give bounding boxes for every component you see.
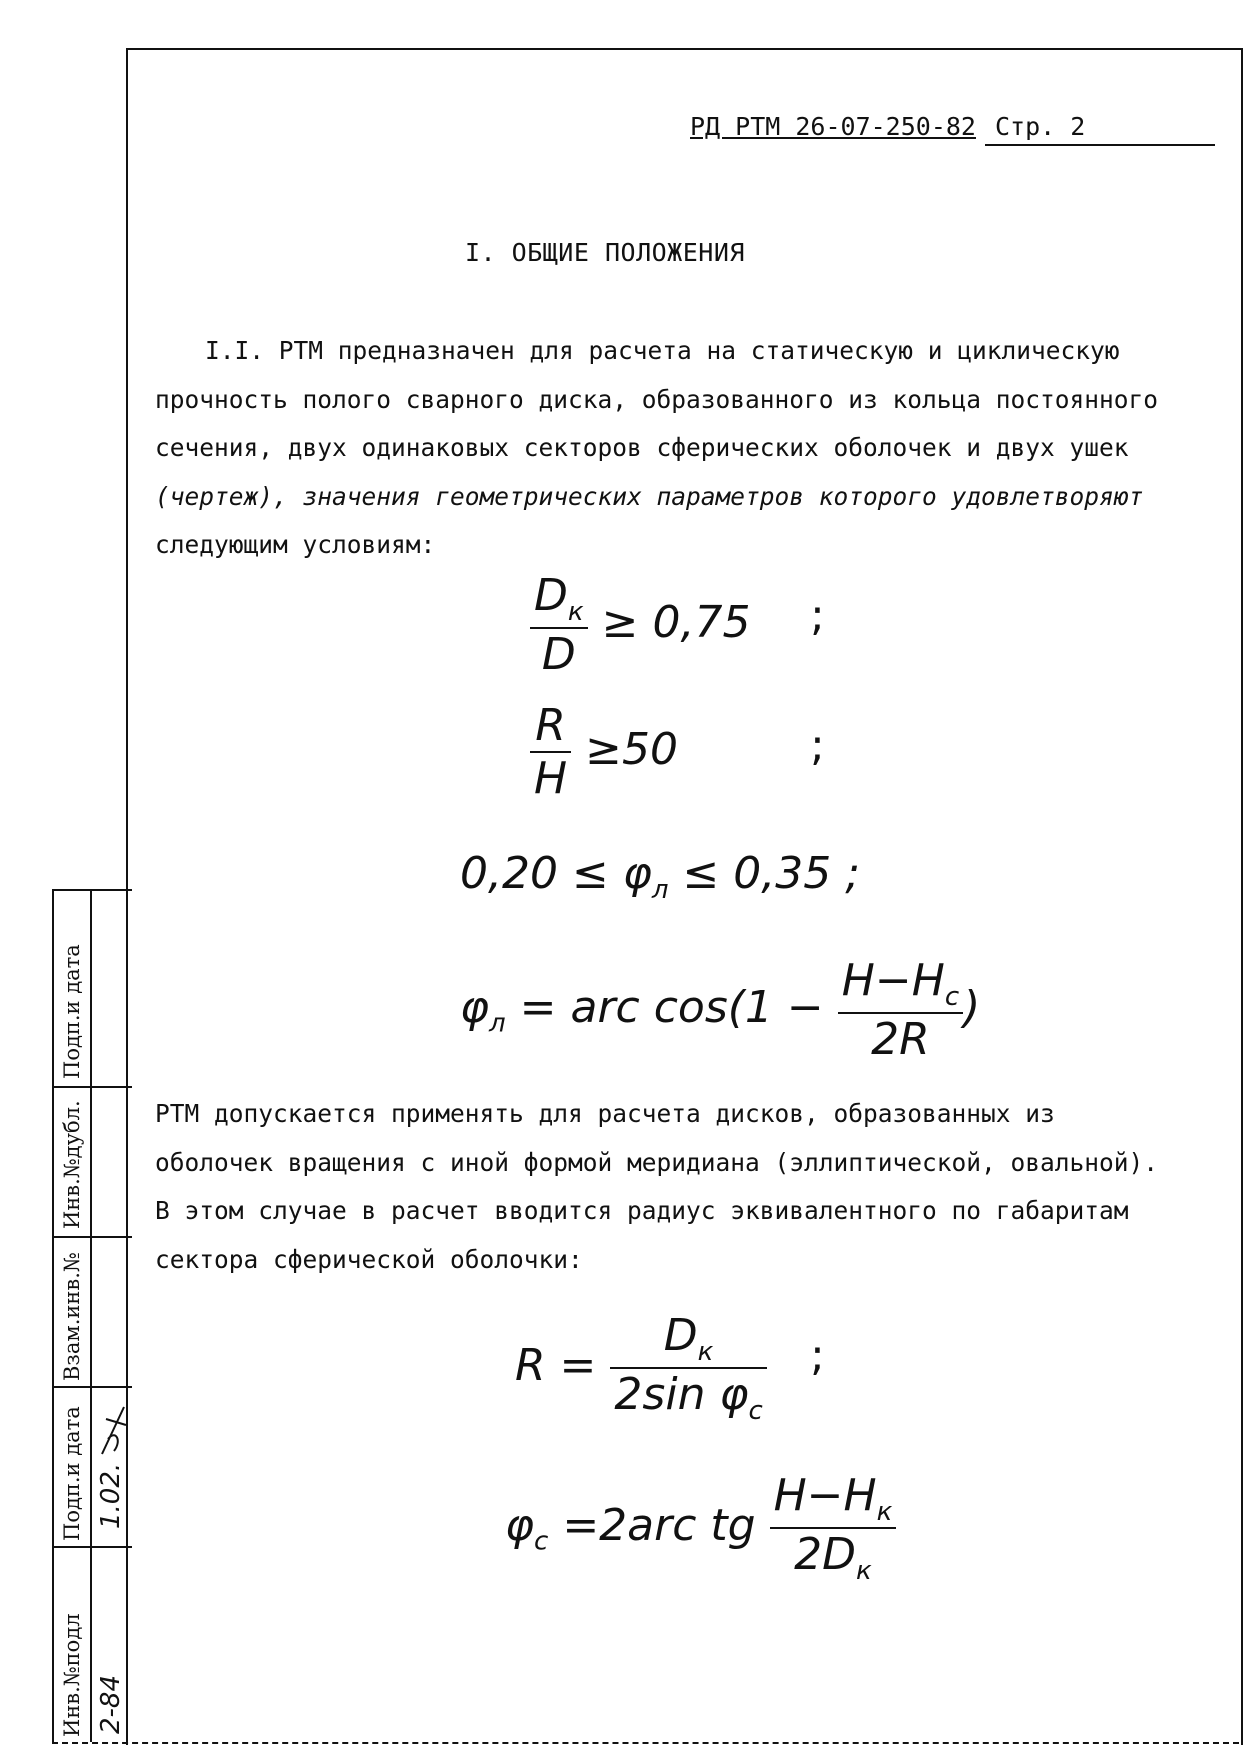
formula-rhs: ≥ 0,75 xyxy=(601,596,751,648)
stamp-divider xyxy=(54,1086,132,1088)
stamp-label-sign-date: Подп.и дата xyxy=(60,1406,84,1541)
formula-right: ≤ 0,35 ; xyxy=(668,848,861,899)
formula-r-equivalent xyxy=(515,1310,825,1426)
formula-semicolon: ; xyxy=(810,720,825,771)
stamp-label-replace-inventory: Взам.инв.№ xyxy=(60,1252,84,1381)
fraction-denominator: D xyxy=(541,628,576,680)
stamp-divider xyxy=(54,1386,132,1388)
formula-phi-range xyxy=(460,848,860,905)
page-frame-bottom xyxy=(52,1742,1239,1744)
fraction xyxy=(770,1470,897,1586)
handwritten-date: 1.02. xyxy=(96,1462,126,1529)
page-number-label: Стр. 2 xyxy=(995,112,1086,141)
fraction-numerator: R xyxy=(530,700,571,753)
paragraph-line: I.I. РТМ предназначен для расчета на статическую и циклическую xyxy=(205,336,1120,365)
signature-mark xyxy=(96,1399,130,1459)
formula-middle: = arc cos(1 − xyxy=(505,981,838,1033)
fraction-numerator: $H-H_c$ xyxy=(838,955,963,1014)
fraction xyxy=(530,570,588,680)
paragraph-line: РТМ допускается применять для расчета дисков, образованных из xyxy=(155,1099,1055,1128)
formula-dk-over-d xyxy=(530,570,825,680)
formula-phi-c xyxy=(505,1470,896,1586)
stamp-label-original-inventory: Инв.№подл xyxy=(60,1613,84,1737)
phi-subscript: л xyxy=(489,1008,506,1039)
page-header xyxy=(690,112,1086,141)
document-code: РД РТМ 26-07-250-82 xyxy=(690,112,976,141)
formula-close: ) xyxy=(963,981,981,1033)
paragraph-line: (чертеж), значения геометрических параметров которого удовлетворяют xyxy=(155,481,1144,511)
stamp-divider xyxy=(54,1236,132,1238)
phi-symbol: φ xyxy=(505,1499,535,1551)
handwritten-inventory-number: 2-84 xyxy=(96,1674,126,1734)
fraction-denominator: H xyxy=(534,753,568,804)
formula-phi-l-definition xyxy=(460,955,980,1065)
phi-symbol: φ xyxy=(460,981,490,1033)
stamp-divider xyxy=(54,1546,132,1548)
paragraph-line: прочность полого сварного диска, образованного из кольца постоянного xyxy=(155,384,1159,414)
formula-semicolon: ; xyxy=(810,590,825,641)
formula-rhs: ≥50 xyxy=(585,724,678,775)
phi-subscript: л xyxy=(651,874,669,905)
fraction-denominator: $2D_к$ xyxy=(794,1528,872,1586)
stamp-label-dup-inventory: Инв.№дубл. xyxy=(60,1100,84,1229)
paragraph-1 xyxy=(155,327,1220,570)
fraction-numerator: $H-H_к$ xyxy=(770,1470,897,1529)
formula-lhs: R = xyxy=(515,1339,611,1391)
fraction xyxy=(530,700,571,804)
phi-subscript: c xyxy=(534,1526,549,1557)
fraction-numerator: $D_к$ xyxy=(530,570,588,629)
fraction xyxy=(610,1310,766,1426)
formula-r-over-h xyxy=(530,700,825,804)
paragraph-2 xyxy=(155,1090,1220,1284)
formula-left: 0,20 ≤ xyxy=(460,848,623,899)
paragraph-line: В этом случае в расчет вводится радиус эквивалентного по габаритам xyxy=(155,1196,1129,1225)
formula-semicolon: ; xyxy=(810,1330,825,1381)
fraction xyxy=(838,955,963,1065)
paragraph-line: сечения, двух одинаковых секторов сферических оболочек и двух ушек xyxy=(155,433,1129,462)
formula-middle: =2arc tg xyxy=(548,1499,770,1551)
margin-stamp xyxy=(52,889,134,1742)
header-rule xyxy=(985,144,1215,146)
section-title: I. ОБЩИЕ ПОЛОЖЕНИЯ xyxy=(465,238,745,267)
paragraph-line: оболочек вращения с иной формой меридиана (эллиптической, овальной). xyxy=(155,1147,1159,1177)
phi-symbol: φ xyxy=(622,848,652,899)
paragraph-line: следующим условиям: xyxy=(155,530,436,559)
fraction-denominator: 2sin $\varphi_c$ xyxy=(614,1368,763,1426)
fraction-denominator: 2R xyxy=(871,1013,930,1065)
stamp-divider xyxy=(54,889,132,891)
fraction-numerator: $D_к$ xyxy=(610,1310,766,1369)
stamp-label-sign-date: Подп.и дата xyxy=(60,944,84,1079)
paragraph-line: сектора сферической оболочки: xyxy=(155,1244,583,1274)
